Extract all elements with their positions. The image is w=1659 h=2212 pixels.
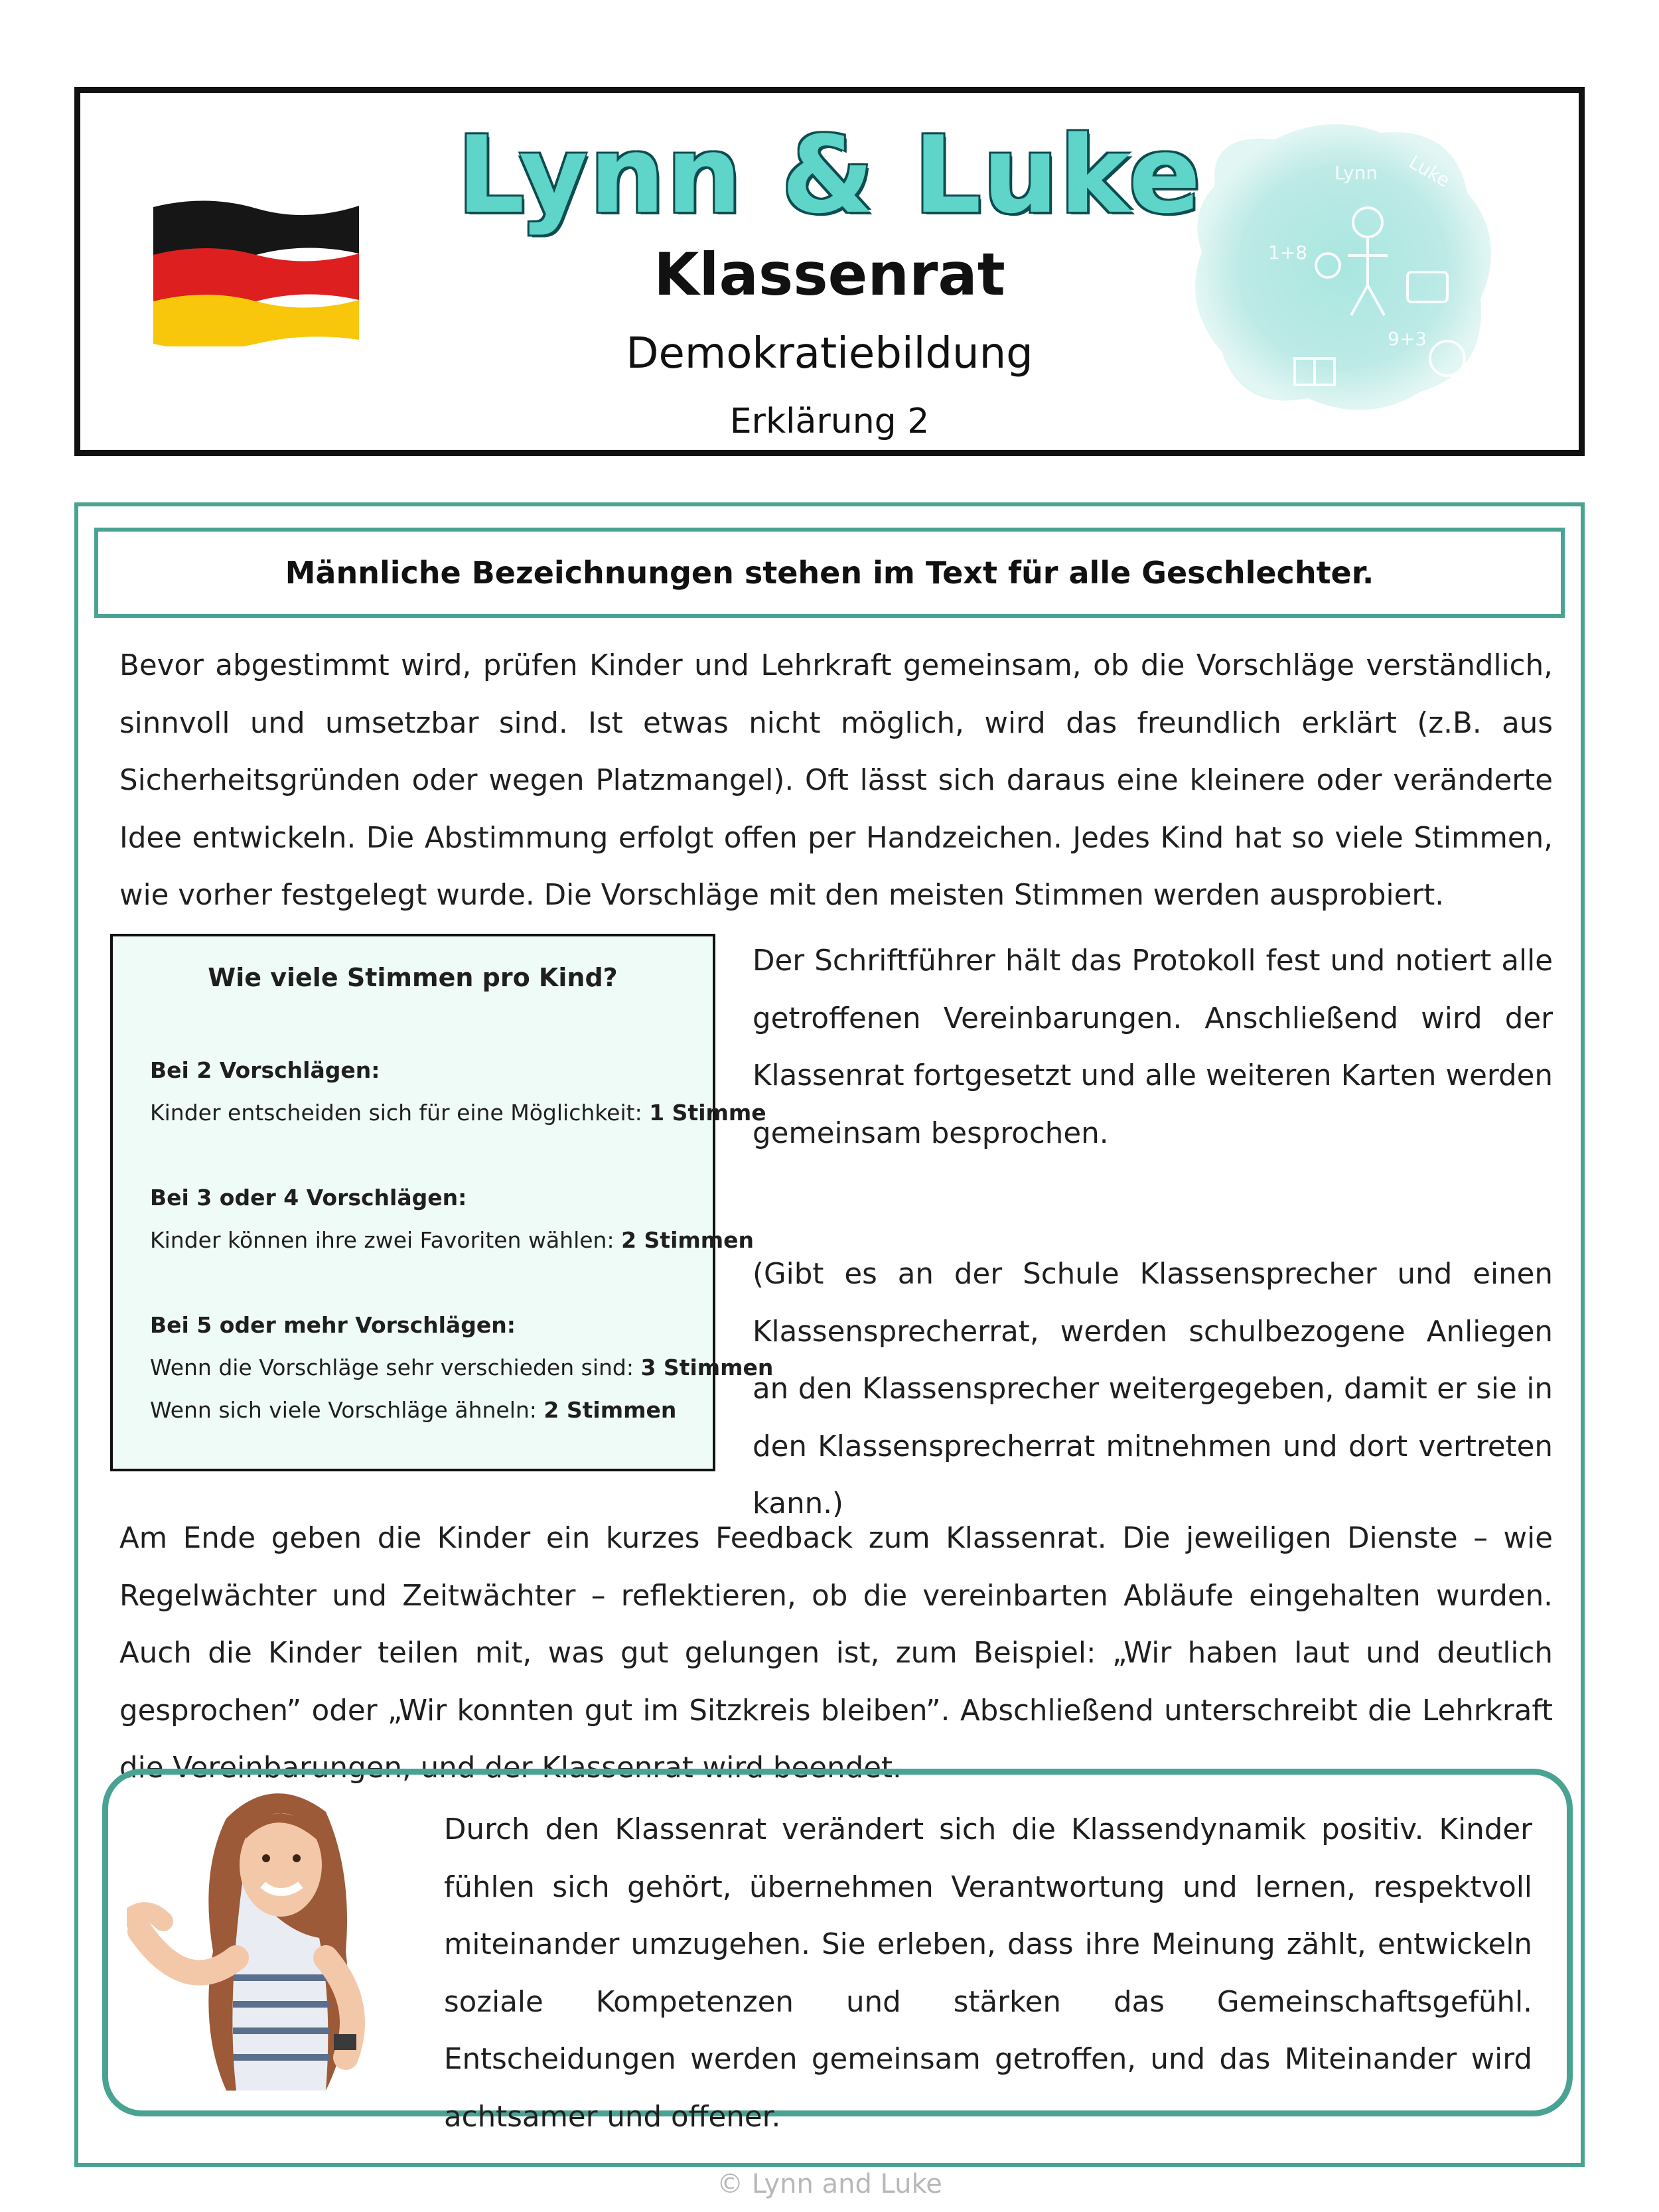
votes-group-1-rule: Kinder entscheiden sich für eine Möglichkeit: 1 Stimme: [150, 1100, 766, 1126]
votes-group-3-rule-2: Wenn sich viele Vorschläge ähneln: 2 Stimmen: [150, 1397, 677, 1423]
watercolor-doodle-decoration: [1169, 106, 1514, 438]
svg-text:1+8: 1+8: [1268, 242, 1308, 263]
votes-group-2-heading: Bei 3 oder 4 Vorschlägen:: [150, 1185, 467, 1211]
gender-notice: Männliche Bezeichnungen stehen im Text für alle Geschlechter.: [94, 528, 1565, 618]
teacher-avatar-illustration: [127, 1779, 439, 2110]
votes-group-3-rule-1: Wenn die Vorschläge sehr verschieden sind: 3 Stimmen: [150, 1355, 774, 1380]
svg-text:9+3: 9+3: [1388, 328, 1427, 350]
page-subtitle: Demokratiebildung: [626, 329, 1033, 378]
votes-title: Wie viele Stimmen pro Kind?: [208, 963, 618, 992]
votes-group-3-heading: Bei 5 oder mehr Vorschlägen:: [150, 1312, 516, 1338]
intro-paragraph: Bevor abgestimmt wird, prüfen Kinder und Lehrkraft gemeinsam, ob die Vorschläge verständlich, sinnvoll und umsetzbar sind. Ist etwas nicht möglich, wird das freundlich erklärt (z.B. aus Sicherheitsgründen oder wegen Platzmangel). Oft lässt sich daraus eine kleinere oder veränderte Idee entwickeln. Die Abstimmung erfolgt offen per Handzeichen. Jedes Kind hat so viele Stimmen, wie vorher festgelegt wurde. Die Vorschläge mit den meisten Stimmen werden ausprobiert.: [119, 649, 1553, 912]
spokesperson-paragraph: (Gibt es an der Schule Klassensprecher und einen Klassensprecherrat, werden schulbezogene Anliegen an den Klassensprecher weitergegeben, damit er sie in den Klassensprecherrat mitnehmen und dort vertreten kann.): [753, 1258, 1553, 1520]
copyright-footer: © Lynn and Luke: [717, 2169, 942, 2199]
svg-text:Luke: Luke: [1405, 151, 1454, 192]
section-label: Erklärung 2: [729, 402, 930, 441]
content-box: [74, 502, 1585, 2167]
votes-info-box: [110, 934, 774, 1471]
conclusion-paragraph: Durch den Klassenrat verändert sich die Klassendynamik positiv. Kinder fühlen sich gehört, übernehmen Verantwortung und lernen, respektvoll miteinander umzugehen. Sie erleben, dass ihre Meinung zählt, entwickeln soziale Kompetenzen und stärken das Gemeinschaftsgefühl. Entscheidungen werden gemeinsam getroffen, und das Miteinander wird achtsamer und offener.: [444, 1813, 1532, 2134]
votes-group-2-rule: Kinder können ihre zwei Favoriten wählen: 2 Stimmen: [150, 1227, 755, 1253]
protocol-paragraph: Der Schriftführer hält das Protokoll fest und notiert alle getroffenen Vereinbarungen. Anschließend wird der Klassenrat fortgesetzt und alle weiteren Karten werden gemeinsam besprochen.: [753, 944, 1553, 1150]
conclusion-box: [102, 1769, 1573, 2134]
svg-text:Lynn: Lynn: [1334, 162, 1378, 184]
votes-group-1-heading: Bei 2 Vorschlägen:: [150, 1057, 380, 1083]
page-title: Klassenrat: [654, 240, 1005, 309]
brand-logo: Lynn & Luke: [457, 113, 1202, 237]
feedback-paragraph: Am Ende geben die Kinder ein kurzes Feedback zum Klassenrat. Die jeweiligen Dienste – wie Regelwächter und Zeitwächter – reflektieren, ob die vereinbarten Abläufe eingehalten wurden. Auch die Kinder teilen mit, was gut gelungen ist, zum Beispiel: „Wir haben laut und deutlich gesprochen” oder „Wir konnten gut im Sitzkreis bleiben”. Abschließend unterschreibt die Lehrkraft die Vereinbarungen, und der Klassenrat wird beendet.: [119, 1522, 1553, 1785]
header-box: [74, 87, 1585, 456]
